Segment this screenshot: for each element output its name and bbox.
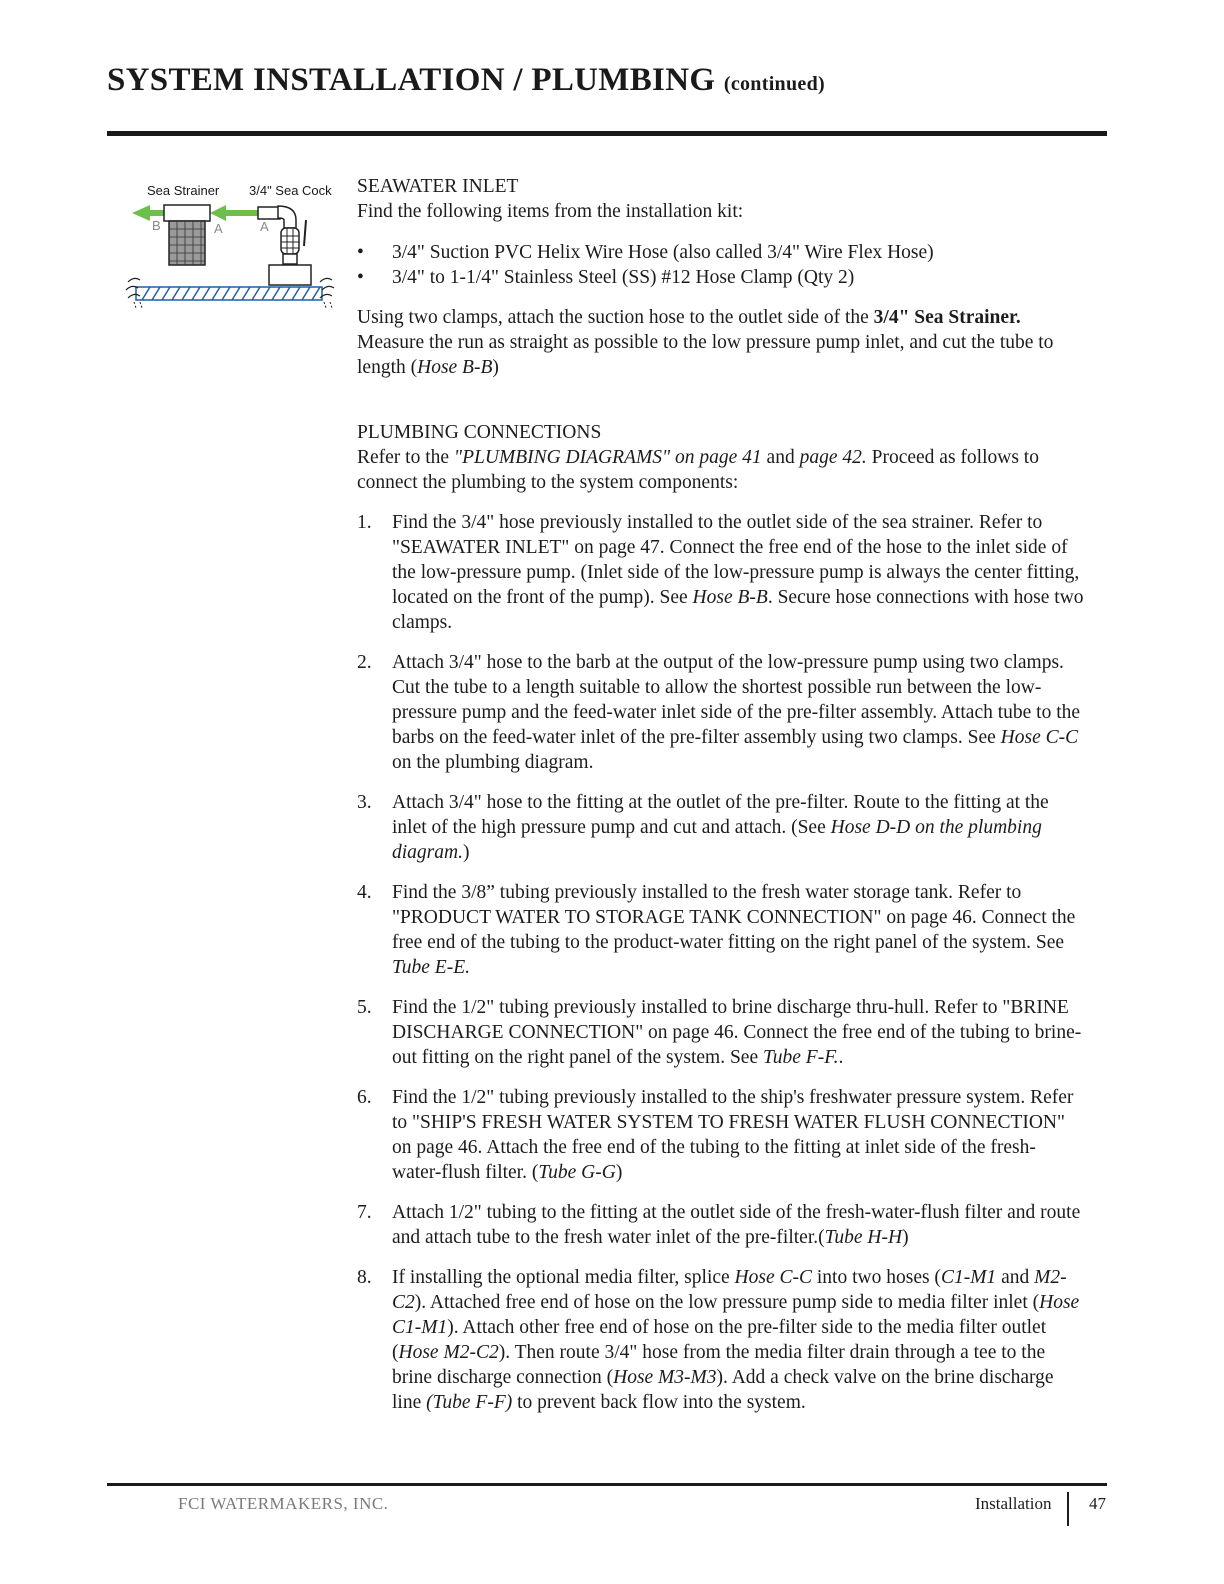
sea-strainer-diagram [120,176,340,316]
main-content [357,174,1085,1430]
step-4: 4. Find the 3/8” tubing previously installed to the fresh water storage tank. Refer to "PRODUCT WATER TO STORAGE TANK CONNECTION" on page 46. Connect the free end of the tubing to the product-water fitting on the right panel of the system. See Tube E-E. [357,882,1076,978]
page-subtitle: (continued) [723,73,825,95]
kit-items-list [357,240,1085,290]
flow-arrow-middle [210,205,258,221]
footer-company: FCI WATERMAKERS, INC. [178,1494,389,1513]
list-item: • 3/4" Suction PVC Helix Wire Hose (also called 3/4" Wire Flex Hose) [357,240,1085,265]
sea-cock-icon [258,206,311,285]
step-8: 8. If installing the optional media filter, splice Hose C-C into two hoses (C1-M1 and M2-C2). Attached free end of hose on the low pressure pump side to media filter inlet (Hose C1-M1). Attach other free end of hose on the pre-filter side to the media filter outlet (Hose M2-C2). Then route 3/4" hose from the media filter drain through a tee to the brine discharge connection (Hose M3-M3). Add a check valve on the brine discharge line (Tube F-F) to prevent back flow into the system. [357,1267,1080,1413]
footer-rule [107,1483,1107,1486]
step-1: 1. Find the 3/4" hose previously installed to the outlet side of the sea strainer. Refer to "SEAWATER INLET" on page 47. Connect the free end of the hose to the inlet side of the low-pressure pump. (Inlet side of the low-pressure pump is always the center fitting, located on the front of the pump). See Hose B-B. Secure hose connections with hose two clamps. [357,512,1084,633]
sea-cock-label: 3/4" Sea Cock [249,183,332,198]
footer-divider [1067,1492,1069,1526]
sea-strainer-emphasis: 3/4" Sea Strainer. [873,307,1021,328]
sea-strainer-label: Sea Strainer [147,183,220,198]
hose-letter-a-strainer: A [214,221,223,236]
step-5: 5. Find the 1/2" tubing previously installed to brine discharge thru-hull. Refer to "BRINE DISCHARGE CONNECTION" on page 46. Connect the free end of the tubing to brine-out fitting on the right panel of the system. See Tube F-F.. [357,997,1082,1068]
page-title: SYSTEM INSTALLATION / PLUMBING (continued) [107,62,825,98]
step-7: 7. Attach 1/2" tubing to the fitting at the outlet side of the fresh-water-flush filter and route and attach tube to the fresh water inlet of the pre-filter.(Tube H-H) [357,1202,1081,1248]
page-42-reference: page 42. [799,447,867,468]
step-2: 2. Attach 3/4" hose to the barb at the output of the low-pressure pump using two clamps. Cut the tube to a length suitable to allow the shortest possible run between the low-pressure pump and the feed-water inlet side of the pre-filter assembly. Attach tube to the barbs on the feed-water inlet of the pre-filter assembly using two clamps. See Hose C-C on the plumbing diagram. [357,652,1081,773]
step-6: 6. Find the 1/2" tubing previously installed to the ship's freshwater pressure system. Refer to "SHIP'S FRESH WATER SYSTEM TO FRESH WATER FLUSH CONNECTION" on page 46. Attach the free end of the tubing to the fitting at inlet side of the fresh-water-flush filter. (Tube G-G) [357,1087,1074,1183]
seawater-instructions: Using two clamps, attach the suction hose to the outlet side of the 3/4" Sea Strainer. Measure the run as straight as possible to the low pressure pump inlet, and cut the tube to length (Hose B-B) [357,307,1054,378]
plumbing-steps-list [357,510,1085,1415]
list-item: • 3/4" to 1-1/4" Stainless Steel (SS) #12 Hose Clamp (Qty 2) [357,265,1085,290]
strainer-icon [164,205,210,265]
hose-letter-b: B [152,218,161,233]
seawater-intro: Find the following items from the installation kit: [357,201,744,222]
step-3: 3. Attach 3/4" hose to the fitting at the outlet of the pre-filter. Route to the fitting at the inlet of the high pressure pump and cut and attach. (See Hose D-D on the plumbing diagram.) [357,792,1049,863]
seawater-inlet-heading: SEAWATER INLET [357,176,519,197]
header-rule [107,131,1107,136]
page-number: 47 [1089,1494,1106,1513]
footer-section: Installation [975,1494,1052,1513]
plumbing-connections-heading: PLUMBING CONNECTIONS [357,422,602,443]
hose-letter-a-seacock: A [260,219,269,234]
plumbing-intro: Refer to the "PLUMBING DIAGRAMS" on page 41 and page 42. Proceed as follows to connect the plumbing to the system components: [357,447,1039,493]
plumbing-diagrams-reference: "PLUMBING DIAGRAMS" on page 41 [453,447,762,468]
